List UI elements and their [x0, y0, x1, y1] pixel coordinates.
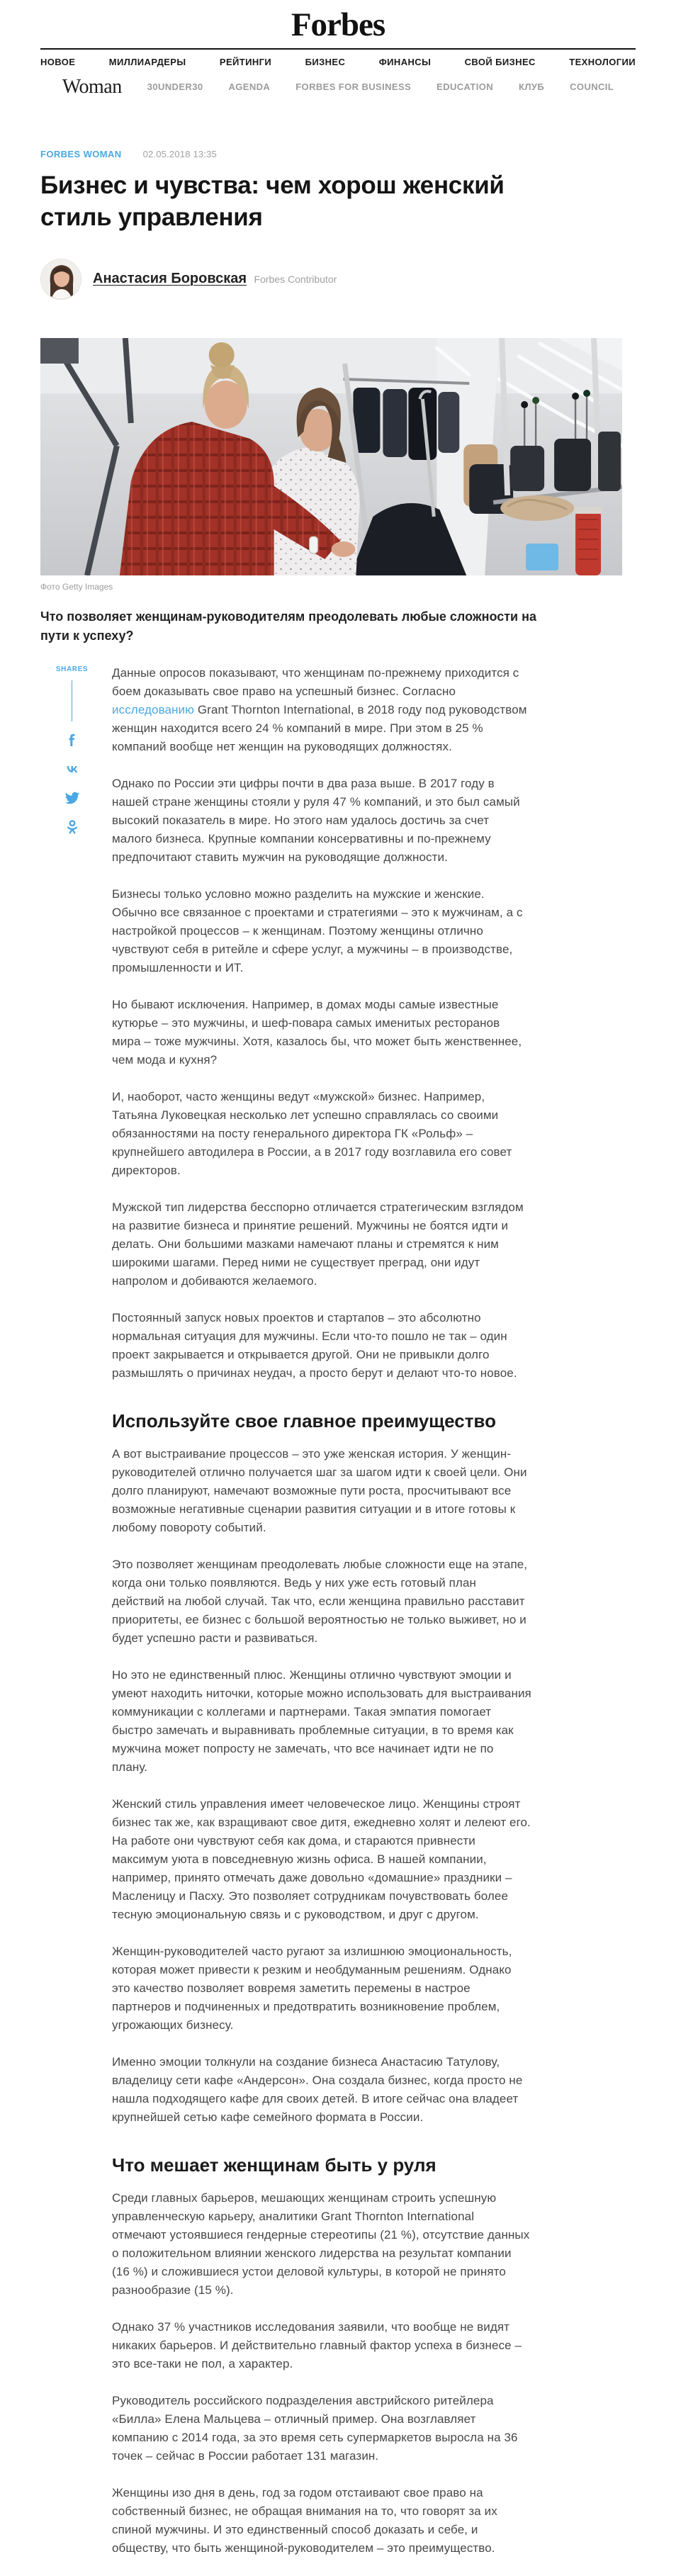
- twitter-icon: [64, 790, 80, 806]
- inline-link[interactable]: исследованию: [112, 702, 194, 716]
- secondary-nav-item-0[interactable]: 30UNDER30: [147, 81, 203, 93]
- secondary-nav-item-5[interactable]: COUNCIL: [570, 81, 614, 93]
- body-paragraph: Именно эмоции толкнули на создание бизнеса Анастасию Татулову, владелицу сети кафе «Андерсон». Она создала бизнес, когда просто не нашла подходящего кафе для своих детей. В итоге сейчас она владеет крупнейшей сетью кафе семейного формата в России.: [112, 2054, 523, 2124]
- header-divider: [40, 48, 636, 50]
- article-lede: Что позволяет женщинам-руководителям преодолевать любые сложности на пути к успеху?: [40, 609, 536, 643]
- share-twitter-button[interactable]: [64, 789, 81, 806]
- body-paragraph: Среди главных барьеров, мешающих женщинам строить успешную управленческую карьеру, аналитики Grant Thornton International отмечают устоявшиеся гендерные стереотипы (21 %), отсутствие данных о положительном влиянии женского лидерства на результат компании (16 %) и сложившиеся устои деловой культуры, в которой не принято разнообразие (15 %).: [112, 2190, 530, 2297]
- secondary-nav-item-4[interactable]: КЛУБ: [519, 81, 545, 93]
- body-paragraph: Мужской тип лидерства бесспорно отличается стратегическим взглядом на развитие бизнеса и принятие решений. Мужчины не боятся идти и делать. Они большими мазками намечают планы и стремятся к ним широкими шагами. Перед ними не существует преград, они идут напролом и добиваются желаемого.: [112, 1200, 524, 1288]
- primary-nav-item-5[interactable]: СВОЙ БИЗНЕС: [464, 57, 536, 68]
- body-paragraph: Женский стиль управления имеет человеческое лицо. Женщины строят бизнес так же, как взращивают свое дитя, ежедневно холят и лелеют его. На работе они чувствуют себя как дома, и стараются привнести максимум уюта в повседневную жизнь офиса. В нашей компании, например, принято отмечать даже довольно «домашние» праздники – Масленицу и Пасху. Это позволяет сотрудникам почувствовать более тесную эмоциональную связь и с руководством, и друг с другом.: [112, 1796, 531, 1921]
- body-paragraph: Руководитель российского подразделения австрийского ритейлера «Билла» Елена Мальцева – отличный пример. Она возглавляет компанию с 2014 года, за это время сеть супермаркетов выросла на 36 точек – сейчас в России работает 131 магазин.: [112, 2393, 518, 2463]
- body-paragraph: Постоянный запуск новых проектов и стартапов – это абсолютно нормальная ситуация для мужчины. Если что-то пошло не так – один проект закрывается и открывается другой. Они не привыкли долго размышлять о причинах неудач, а просто берут и делают что-то новое.: [112, 1310, 517, 1380]
- body-paragraph: Однако 37 % участников исследования заявили, что вообще не видят никаких барьеров. И действительно главный фактор успеха в бизнесе – это все-таки не пол, а характер.: [112, 2319, 522, 2370]
- publish-date: 02.05.2018 13:35: [142, 148, 217, 159]
- body-paragraph: И, наоборот, часто женщины ведут «мужской» бизнес. Например, Татьяна Луковецкая несколько лет успешно справлялась со своими обязанностями на посту генерального директора ГК «Рольф» – крупнейшего автодилера в России, а в 2017 году возглавила его совет директоров.: [112, 1089, 512, 1177]
- vk-icon: [64, 761, 80, 777]
- primary-nav-item-1[interactable]: МИЛЛИАРДЕРЫ: [108, 57, 186, 68]
- share-vk-button[interactable]: [64, 760, 81, 777]
- share-buttons: [64, 731, 81, 836]
- hero-image: [40, 338, 622, 575]
- body-paragraph: А вот выстраивание процессов – это уже женская история. У женщин-руководителей отлично получается шаг за шагом идти к своей цели. Они долго планируют, намечают возможные пути роста, просчитывают все возможные негативные сценарии развития ситуации и в итоге готовы к любому повороту событий.: [112, 1446, 527, 1534]
- primary-nav-item-0[interactable]: НОВОЕ: [40, 57, 76, 68]
- share-facebook-button[interactable]: [64, 731, 81, 748]
- body-paragraph: Бизнесы только условно можно разделить на мужские и женские. Обычно все связанное с проектами и стратегиями – это к мужчинам, а с настройкой процессов – к женщинам. Поэтому женщины отлично чувствуют себя в ритейле и сфере услуг, а мужчины – в производстве, промышленности и ИТ.: [112, 887, 523, 974]
- category-link[interactable]: FORBES WOMAN: [40, 148, 122, 159]
- section-heading: Что мешает женщинам быть у руля: [112, 2154, 436, 2176]
- section-heading: Используйте свое главное преимущество: [112, 1410, 496, 1432]
- primary-nav: [40, 55, 636, 69]
- forbes-logo[interactable]: Forbes: [291, 6, 385, 43]
- author-role: Forbes Contributor: [254, 274, 337, 286]
- body-paragraph: Но это не единственный плюс. Женщины отлично чувствуют эмоции и умеют находить ниточки, которые можно использовать для выстраивания коммуникации с коллегами и партнерами. Такая эмпатия помогает быстро замечать и выравнивать проблемные ситуации, в то время как мужчина может попросту не замечать, что все начинает идти не по плану.: [112, 1667, 531, 1774]
- body-paragraph: Данные опросов показывают, что женщинам по-прежнему приходится с боем доказывать свое право на успешный бизнес. Согласно исследованию Grant Thornton International, в 2018 году под руководством женщин находится всего 24 % компаний в мире. При этом в 25 % компаний вообще нет женщин на руководящих должностях.: [112, 665, 527, 753]
- author-link[interactable]: Анастасия Боровская: [93, 271, 247, 287]
- body-paragraph: Это позволяет женщинам преодолевать любые сложности еще на этапе, когда они только появляются. Ведь у них уже есть готовый план действий на любой случай. Так что, если женщина правильно расставит приоритеты, ее бизнес с большой вероятностью не только выживет, но и будет успешно расти и развиваться.: [112, 1557, 528, 1645]
- secondary-nav: [40, 77, 636, 98]
- secondary-nav-item-3[interactable]: EDUCATION: [436, 81, 494, 93]
- primary-nav-item-2[interactable]: РЕЙТИНГИ: [219, 57, 272, 68]
- article-text: [112, 664, 531, 2576]
- secondary-nav-item-2[interactable]: FORBES FOR BUSINESS: [295, 81, 412, 93]
- body-paragraph: Женщины изо дня в день, год за годом отстаивают свое право на собственный бизнес, не обращая внимания на то, что говорят за их спиной мужчины. И это единственный способ доказать и себе, и обществу, что быть женщиной-руководителем – это преимущество.: [112, 2485, 497, 2555]
- shares-label: SHARES: [55, 665, 89, 673]
- facebook-icon: [64, 732, 80, 748]
- article: [40, 149, 636, 2576]
- share-odnoklassniki-button[interactable]: [64, 819, 81, 836]
- share-rail: [40, 664, 112, 2576]
- body-paragraph: Однако по России эти цифры почти в два раза выше. В 2017 году в нашей стране женщины стояли у руля 47 % компаний, и это был самый высокий показатель в мире. Но этого нам удалось достичь за счет малого бизнеса. Крупные компании консервативны и по-прежнему предпочитают ставить мужчин на руководящие должности.: [112, 776, 520, 864]
- photo-credit: Фото Getty Images: [40, 581, 113, 592]
- primary-nav-item-6[interactable]: ТЕХНОЛОГИИ: [569, 57, 636, 68]
- body-paragraph: Но бывают исключения. Например, в домах моды самые известные кутюрье – это мужчины, и шеф-повара самых именитых ресторанов мира – тоже мужчины. Хотя, казалось бы, что может быть женственнее, чем мода и кухня?: [112, 997, 522, 1067]
- body-paragraph: Женщин-руководителей часто ругают за излишнюю эмоциональность, которая может привести к резким и необдуманным решениям. Однако это качество позволяет вовремя заметить перемены в настрое партнеров и подчиненных и предотвратить возникновение проблем, угрожающих бизнесу.: [112, 1944, 512, 2032]
- primary-nav-item-3[interactable]: БИЗНЕС: [305, 57, 346, 68]
- secondary-nav-item-1[interactable]: AGENDA: [228, 81, 271, 93]
- page-title: Бизнес и чувства: чем хорош женский стиль управления: [40, 171, 505, 231]
- primary-nav-item-4[interactable]: ФИНАНСЫ: [378, 57, 432, 68]
- avatar[interactable]: [40, 259, 81, 300]
- site-header: [40, 0, 636, 98]
- odnoklassniki-icon: [64, 819, 80, 835]
- forbes-woman-logo[interactable]: Woman: [62, 75, 122, 98]
